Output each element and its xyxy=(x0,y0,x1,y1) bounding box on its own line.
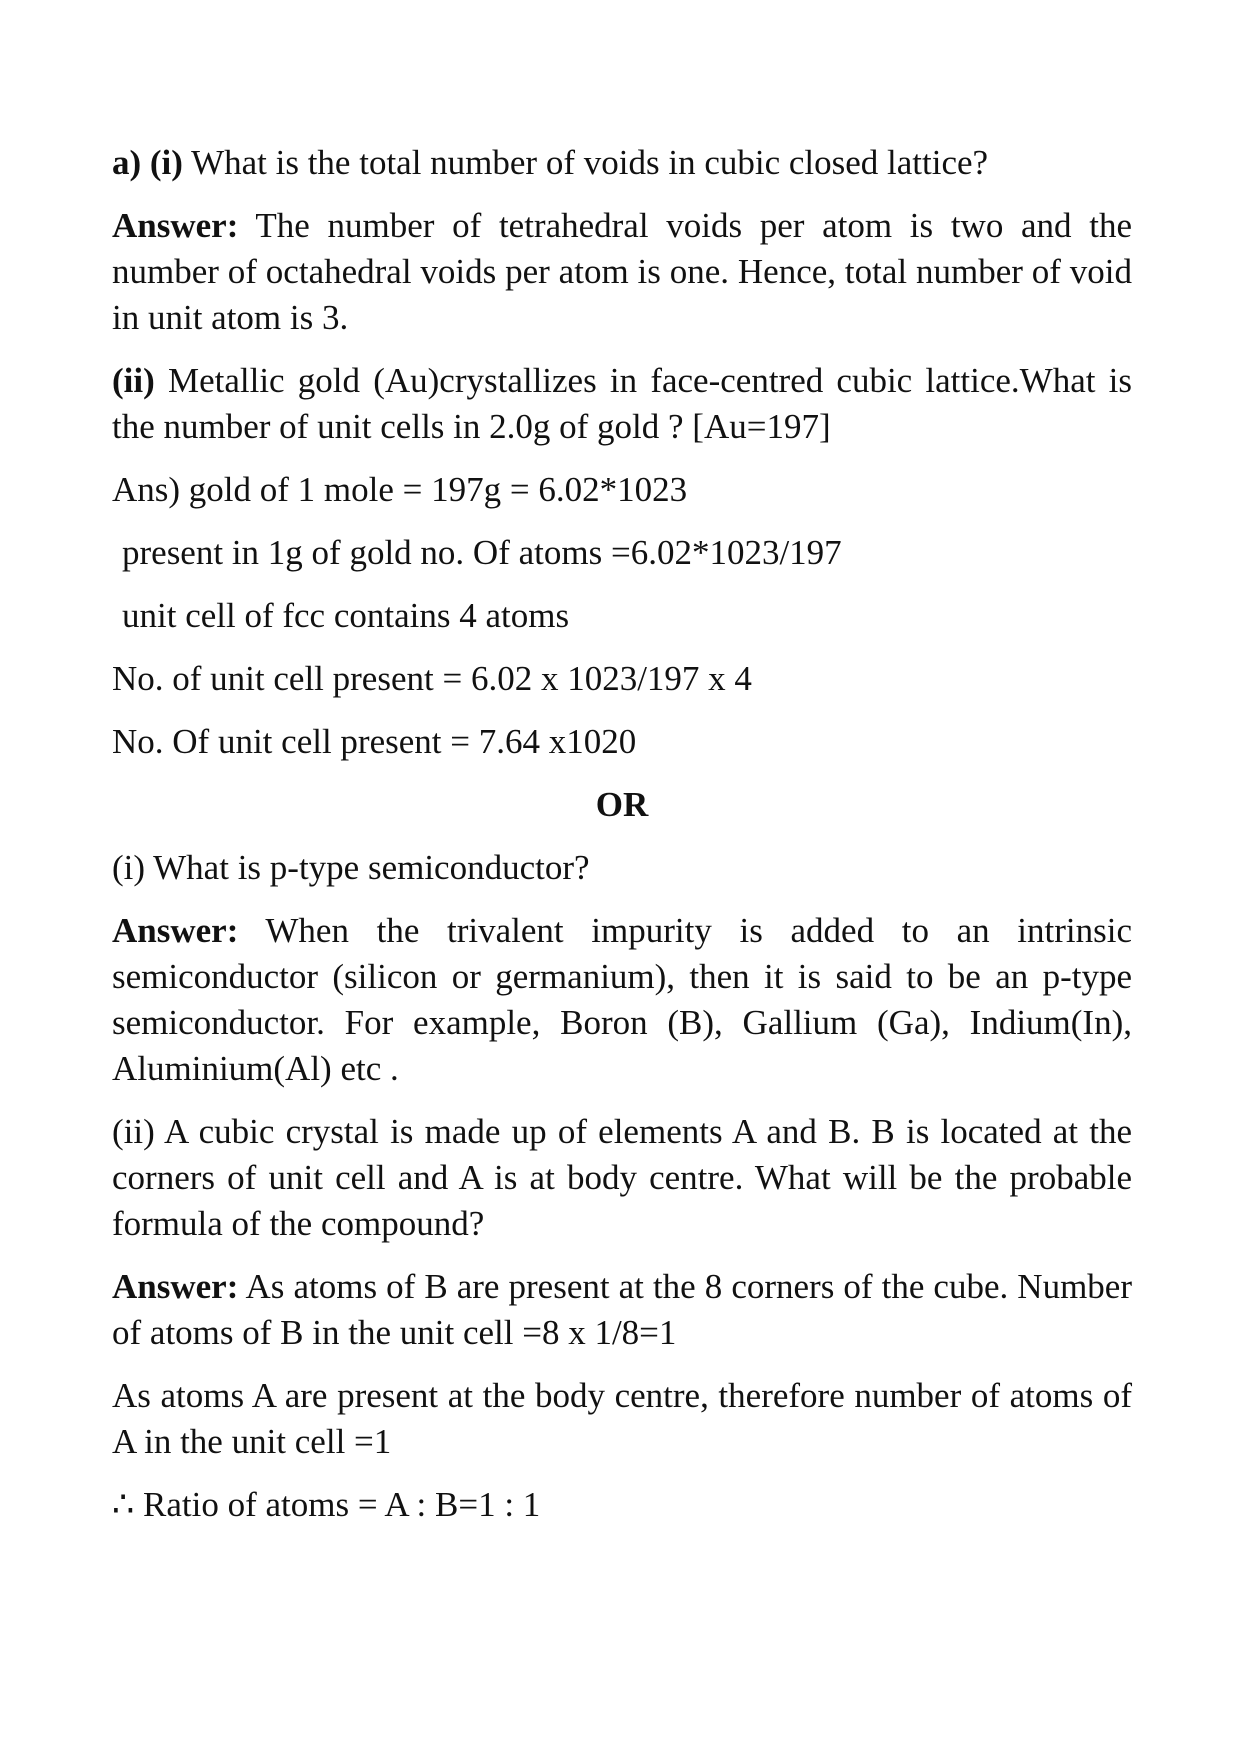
document-body xyxy=(112,140,1132,1545)
answer-label: Answer: xyxy=(112,206,239,245)
or-separator xyxy=(112,782,1132,828)
answer-b-ii xyxy=(112,1264,1132,1356)
question-a-ii xyxy=(112,358,1132,450)
question-text: What is the total number of voids in cubic closed lattice? xyxy=(182,143,989,182)
or-label: OR xyxy=(595,785,649,824)
question-b-i: (i) What is p-type semiconductor? xyxy=(112,848,590,887)
answer-b-ii-ratio: ∴ Ratio of atoms = A : B=1 : 1 xyxy=(112,1485,541,1524)
answer-a-i xyxy=(112,203,1132,341)
answer-label: Answer: xyxy=(112,1267,239,1306)
answer-label: Answer: xyxy=(112,911,239,950)
answer-text: When the trivalent impurity is added to an intrinsic semiconductor (silicon or germanium), then it is said to be an p-type semiconductor. For example, Boron (B), Gallium (Ga), Indium(In), Aluminium(Al) etc . xyxy=(112,911,1132,1088)
answer-a-ii-line: Ans) gold of 1 mole = 197g = 6.02*1023 xyxy=(112,470,688,509)
answer-a-ii-line: No. Of unit cell present = 7.64 x1020 xyxy=(112,722,637,761)
question-text: Metallic gold (Au)crystallizes in face-centred cubic lattice.What is the number of unit cells in 2.0g of gold ? [Au=197] xyxy=(112,361,1132,446)
answer-b-i xyxy=(112,908,1132,1092)
answer-text: The number of tetrahedral voids per atom is two and the number of octahedral voids per atom is one. Hence, total number of void in unit atom is 3. xyxy=(112,206,1132,337)
question-a-i xyxy=(112,140,1132,186)
question-label: (ii) xyxy=(112,361,155,400)
answer-b-ii-continued: As atoms A are present at the body centre, therefore number of atoms of A in the unit cell =1 xyxy=(112,1376,1132,1461)
question-b-ii: (ii) A cubic crystal is made up of elements A and B. B is located at the corners of unit cell and A is at body centre. What will be the probable formula of the compound? xyxy=(112,1112,1132,1243)
question-label: a) (i) xyxy=(112,143,183,182)
answer-text: As atoms of B are present at the 8 corners of the cube. Number of atoms of B in the unit cell =8 x 1/8=1 xyxy=(112,1267,1132,1352)
answer-a-ii-line: No. of unit cell present = 6.02 x 1023/197 x 4 xyxy=(112,659,752,698)
answer-a-ii-line: present in 1g of gold no. Of atoms =6.02*1023/197 xyxy=(122,533,842,572)
answer-a-ii-line: unit cell of fcc contains 4 atoms xyxy=(122,596,570,635)
